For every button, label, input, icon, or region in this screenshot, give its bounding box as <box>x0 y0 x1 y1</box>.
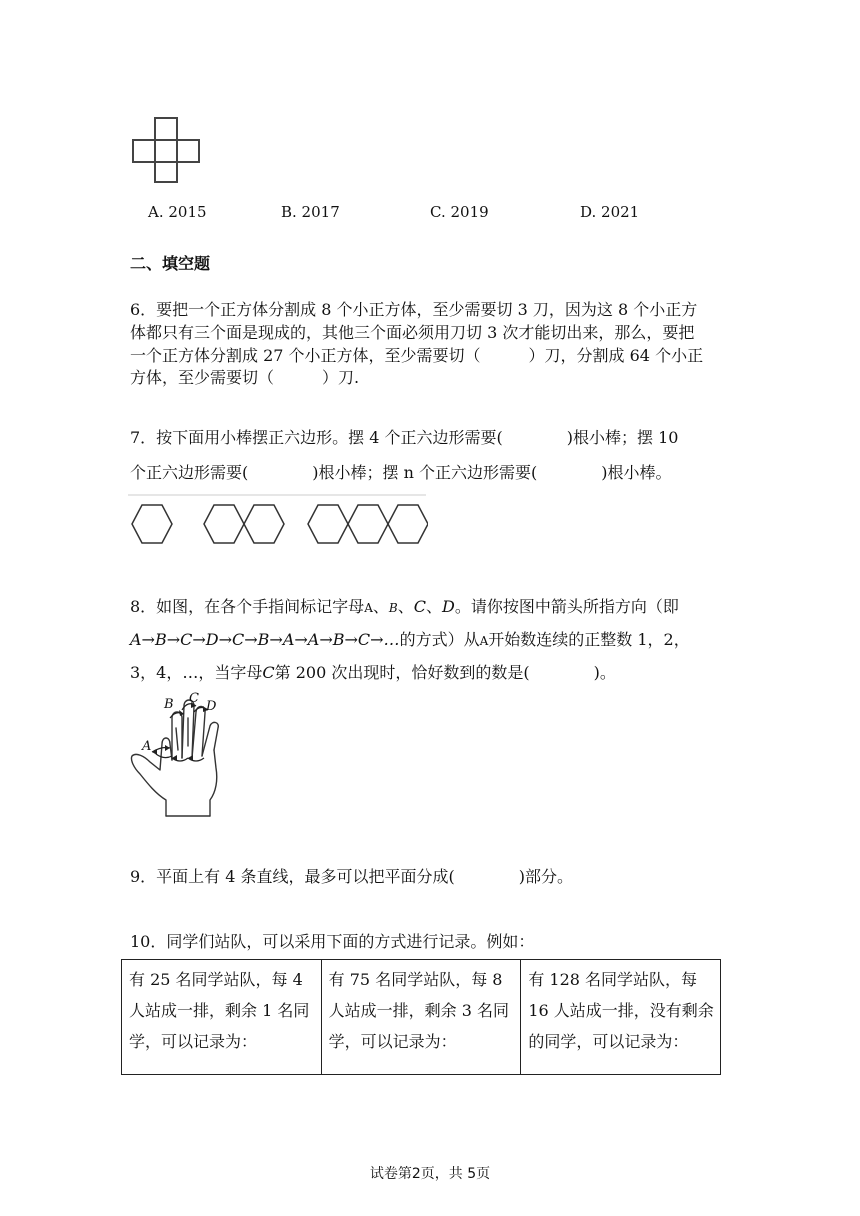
hand-label-c: C <box>189 691 199 706</box>
hexagon-pair-2 <box>244 505 284 543</box>
q6-line-4: 方体，至少需要切（ ）刀. <box>130 368 360 387</box>
page-footer: 试卷第2页，共 5页 <box>369 1166 491 1182</box>
q8-line-3: 3，4，…，当字母C第 200 次出现时，恰好数到的数是( )。 <box>130 663 616 682</box>
hexagon-triple-3 <box>388 505 428 543</box>
cube-net-figure <box>130 112 210 186</box>
hand-figure <box>126 688 226 822</box>
q8-line-1: 8．如图，在各个手指间标记字母A、B、C、D。请你按图中箭头所指方向（即 <box>130 597 679 616</box>
q8-line-2: A→B→C→D→C→B→A→A→B→C→…的方式）从A开始数连续的正整数 1，2， <box>130 630 690 649</box>
hand-label-b: B <box>164 697 174 712</box>
hexagon-pair-1 <box>204 505 244 543</box>
record-table <box>121 959 721 1075</box>
hexagon-figure <box>128 494 428 550</box>
record-cell-3: 有 128 名同学站队，每 16 人站成一排，没有剩余的同学，可以记录为： <box>521 960 721 1075</box>
table-row <box>122 960 721 1075</box>
choice-b: B. 2017 <box>281 203 340 221</box>
q6-line-3: 一个正方体分割成 27 个小正方体，至少需要切（ ）刀，分割成 64 个小正 <box>130 346 704 365</box>
choice-d: D. 2021 <box>580 203 640 221</box>
choice-c: C. 2019 <box>430 203 489 221</box>
hexagon-triple-2 <box>348 505 388 543</box>
hand-label-a: A <box>142 739 152 754</box>
record-cell-1: 有 25 名同学站队，每 4 人站成一排，剩余 1 名同学，可以记录为： <box>122 960 322 1075</box>
letter-sequence: A→B→C→D→C→B→A→A→B→C→… <box>130 630 400 649</box>
section-heading: 二、填空题 <box>130 254 211 273</box>
record-cell-2: 有 75 名同学站队，每 8 人站成一排，剩余 3 名同学，可以记录为： <box>321 960 521 1075</box>
q7-line-1: 7．按下面用小棒摆正六边形。摆 4 个正六边形需要( )根小棒；摆 10 <box>130 428 679 447</box>
q6-line-1: 6．要把一个正方体分割成 8 个小正方体，至少需要切 3 刀，因为这 8 个小正方 <box>130 300 698 319</box>
hexagon-triple-1 <box>308 505 348 543</box>
hexagon-single <box>132 505 172 543</box>
q10-intro: 10．同学们站队，可以采用下面的方式进行记录。例如： <box>130 932 535 951</box>
q6-line-2: 体都只有三个面是现成的，其他三个面必须用刀切 3 次才能切出来，那么，要把 <box>130 323 695 342</box>
q7-line-2: 个正六边形需要( )根小棒；摆 n 个正六边形需要( )根小棒。 <box>130 463 672 482</box>
hand-label-d: D <box>206 699 217 714</box>
choice-a: A. 2015 <box>148 203 207 221</box>
q9-text: 9．平面上有 4 条直线，最多可以把平面分成( )部分。 <box>130 867 574 886</box>
